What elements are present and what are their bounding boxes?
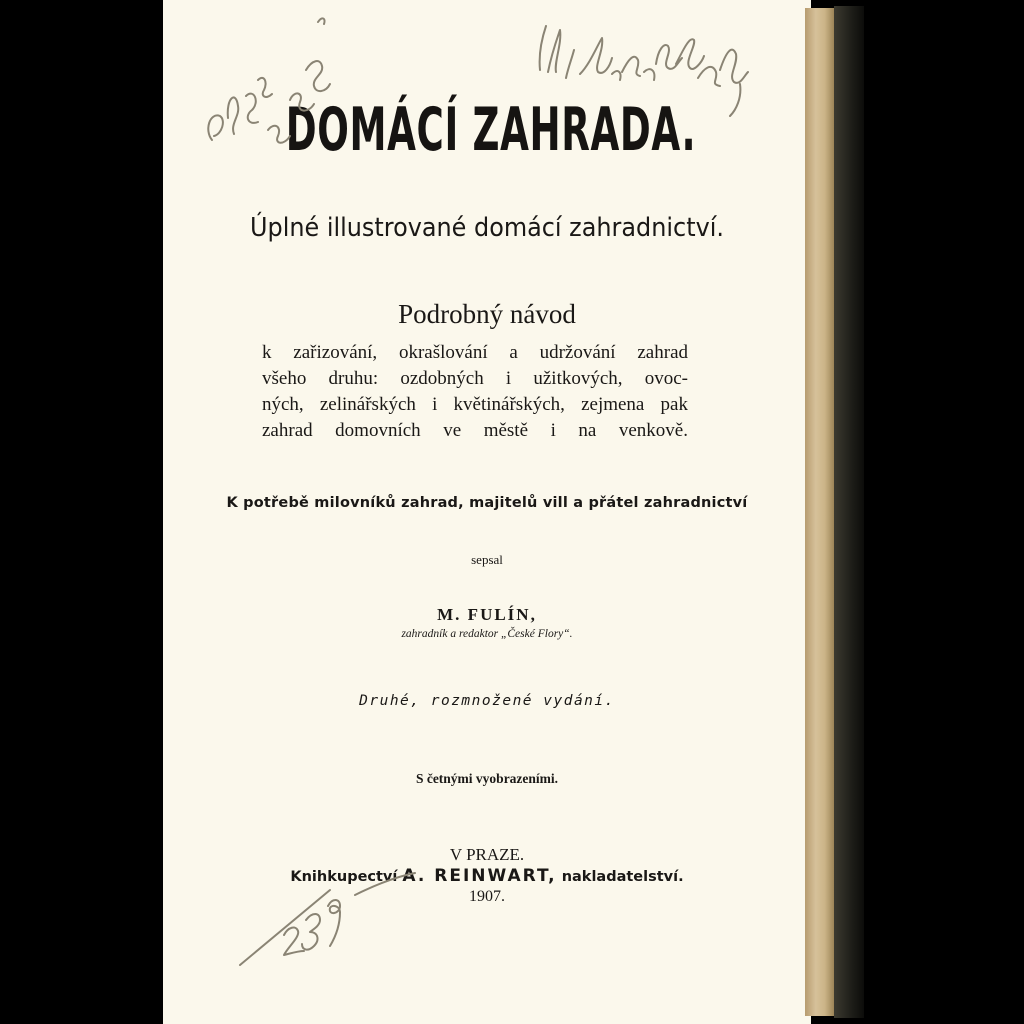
description-line: k zařizování, okrašlování a udržování zahrad (262, 342, 688, 363)
book-cover-edge (834, 6, 864, 1018)
publisher-prefix: Knihkupectví (290, 869, 398, 885)
author-role: zahradník a redaktor „České Flory“. (401, 628, 573, 640)
publisher-line (163, 866, 811, 886)
publication-year: 1907. (469, 888, 505, 905)
description-line: všeho druhu: ozdobných i užitkových, ovoc- (262, 368, 688, 389)
guide-heading: Podrobný návod (398, 299, 576, 329)
author-name: M. FULÍN, (437, 605, 537, 624)
description-line: zahrad domovních ve městě i na venkově. (262, 420, 688, 441)
book-title: DOMÁCÍ ZAHRADA. (285, 95, 697, 165)
purpose-line: K potřebě milovníků zahrad, majitelů vill a přátel zahradnictví (226, 495, 748, 511)
book-subtitle: Úplné illustrované domácí zahradnictví. (250, 213, 724, 243)
publication-place: V PRAZE. (449, 845, 525, 864)
edition-note: Druhé, rozmnožené vydání. (359, 693, 615, 709)
description-block (262, 340, 688, 444)
publisher-name: A. REINWART, (402, 866, 557, 886)
illustrations-note: S četnými vyobrazeními. (415, 771, 559, 786)
publisher-suffix: nakladatelství. (561, 869, 684, 885)
written-by: sepsal (471, 552, 503, 567)
description-line: ných, zelinářských i květinářských, zejmena pak (262, 394, 688, 415)
